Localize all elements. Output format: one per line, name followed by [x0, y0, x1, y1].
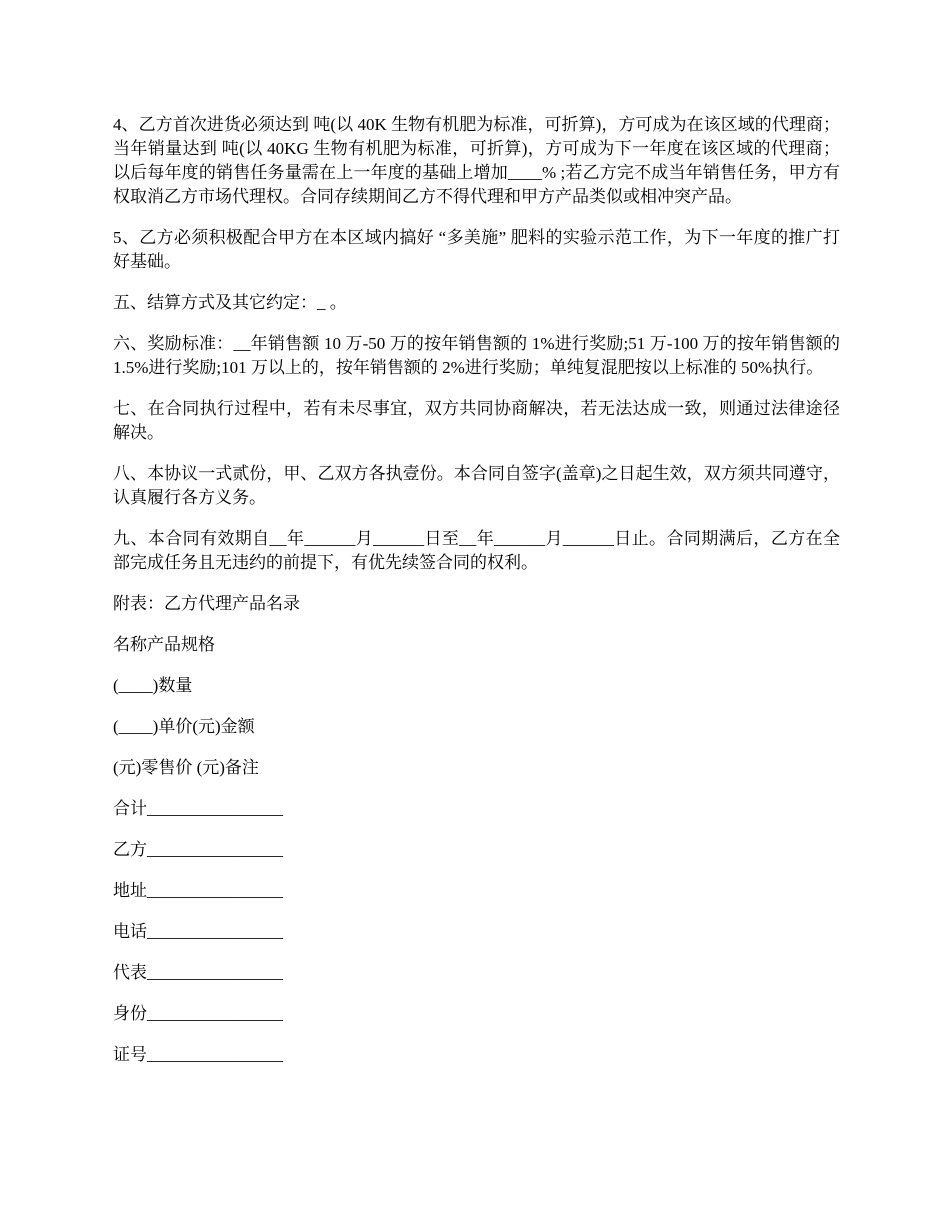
appendix-title: 附表：乙方代理产品名录	[113, 594, 300, 613]
address-line: 地址________________	[113, 881, 283, 900]
phone-line: 电话________________	[113, 922, 283, 941]
settlement-paragraph: 五、结算方式及其它约定：_ 。	[113, 293, 347, 312]
representative-line: 代表________________	[113, 963, 283, 982]
document-page	[113, 113, 840, 1084]
table-line: (____)单价(元)金额	[113, 717, 255, 736]
copies-paragraph: 八、本协议一式贰份，甲、乙双方各执壹份。本合同自签字(盖章)之日起生效，双方须共同遵守，认真履行各方义务。	[113, 464, 840, 507]
total-line: 合计________________	[113, 799, 283, 818]
dispute-paragraph: 七、在合同执行过程中，若有未尽事宜，双方共同协商解决，若无法达成一致，则通过法律途径解决。	[113, 399, 840, 442]
table-line: (元)零售价 (元)备注	[113, 758, 259, 777]
table-line: 名称产品规格	[113, 635, 215, 654]
reward-standard-paragraph: 六、奖励标准：__年销售额 10 万-50 万的按年销售额的 1%进行奖励;51 万-100 万的按年销售额的 1.5%进行奖励;101 万以上的，按年销售额的 2%进行奖励；单纯复混肥按以上标准的 50%执行。	[113, 334, 840, 377]
clause-4-paragraph: 4、乙方首次进货必须达到 吨(以 40K 生物有机肥为标准，可折算)，方可成为在该区域的代理商；当年销量达到 吨(以 40KG 生物有机肥为标准，可折算)，方可成为下一年度在该区域的代理商；以后每年度的销售任务量需在上一年度的基础上增加____% ;若乙方完不成当年销售任务，甲方有权取消乙方市场代理权。合同存续期间乙方不得代理和甲方产品类似或相冲突产品。	[113, 115, 840, 206]
clause-5-paragraph: 5、乙方必须积极配合甲方在本区域内搞好 “多美施” 肥料的实验示范工作，为下一年度的推广打好基础。	[113, 228, 840, 271]
identity-line: 身份________________	[113, 1004, 283, 1023]
table-line: (____)数量	[113, 676, 193, 695]
validity-paragraph: 九、本合同有效期自__年______月______日至__年______月______日止。合同期满后，乙方在全部完成任务且无违约的前提下，有优先续签合同的权利。	[113, 529, 840, 572]
id-number-line: 证号________________	[113, 1045, 283, 1064]
party-b-line: 乙方________________	[113, 840, 283, 859]
